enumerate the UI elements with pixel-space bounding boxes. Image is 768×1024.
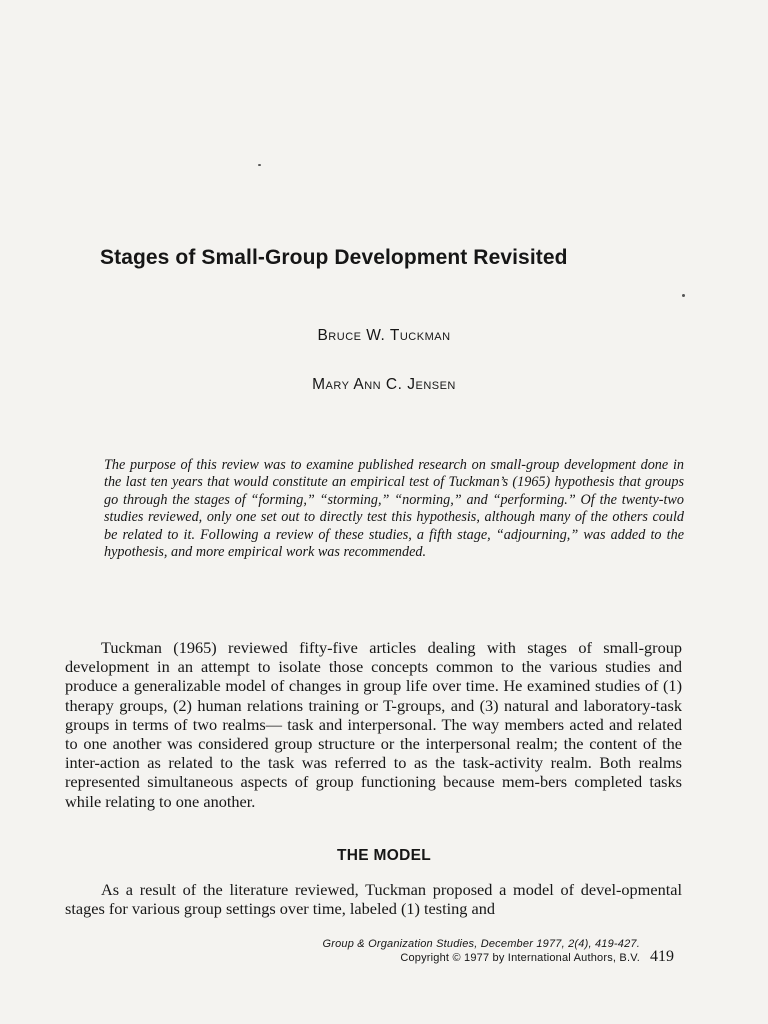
page-number: 419 (650, 948, 674, 965)
copyright-notice: Copyright © 1977 by International Authors, B.V. (400, 951, 640, 964)
body-paragraph: Tuckman (1965) reviewed fifty-five articles dealing with stages of small-group development in an attempt to isolate those concepts common to the various studies and produce a generalizable model of changes in group life over time. He examined studies of (1) therapy groups, (2) human relations training or T-groups, and (3) natural and laboratory-task groups in terms of two realms— task and interpersonal. The way members acted and related to one another was considered group structure or the interpersonal realm; the content of the inter-action as related to the task was referred to as the task-activity realm. Both realms represented simultaneous aspects of group functioning because mem-bers completed tasks while relating to one another. (65, 638, 682, 811)
stray-mark (682, 294, 685, 297)
abstract: The purpose of this review was to examine published research on small-group development done in the last ten years that would constitute an empirical test of Tuckman’s (1965) hypothesis that groups go through the stages of “forming,” “storming,” “norming,” and “performing.” Of the twenty-two studies reviewed, only one set out to directly test this hypothesis, although many of the others could be related to it. Following a review of these studies, a fifth stage, “adjourning,” was added to the hypothesis, and more empirical work was recommended. (104, 457, 684, 561)
author-name: Mary Ann C. Jensen (312, 376, 456, 393)
author-name: Bruce W. Tuckman (317, 327, 451, 344)
journal-citation: Group & Organization Studies, December 1977, 2(4), 419-427. (322, 938, 640, 950)
page-footer (250, 938, 640, 965)
stray-mark (258, 164, 261, 166)
body-paragraph: As a result of the literature reviewed, Tuckman proposed a model of devel-opmental stages for various group settings over time, labeled (1) testing and (65, 880, 682, 919)
section-heading: THE MODEL (337, 847, 431, 864)
article-title: Stages of Small-Group Development Revisited (100, 246, 568, 269)
